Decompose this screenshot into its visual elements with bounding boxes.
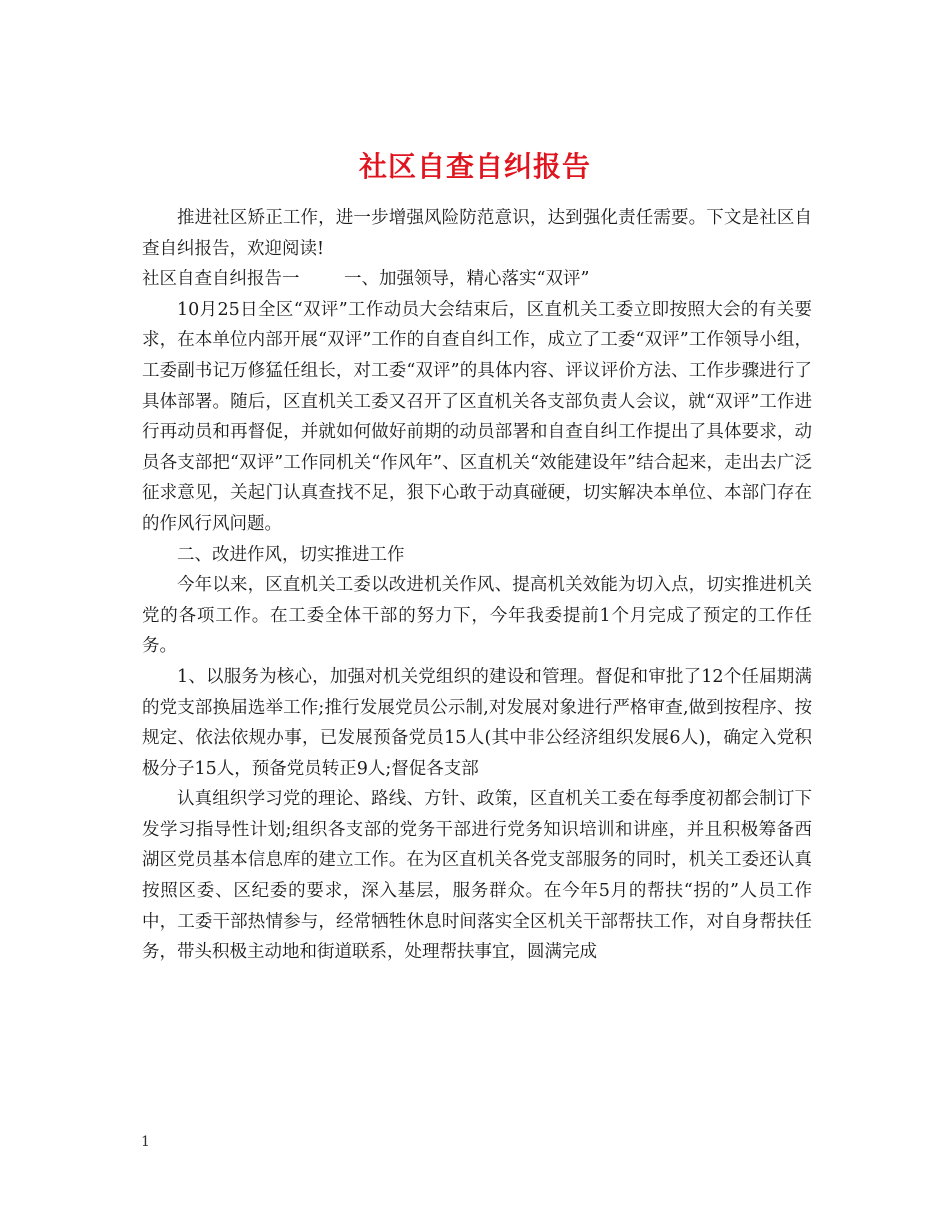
paragraph-3: 1、以服务为核心，加强对机关党组织的建设和管理。督促和审批了12个任届期满的党支部换届选举工作;推行发展党员公示制,对发展对象进行严格审查,做到按程序、按规定、依法依规办事，已发展预备党员15人(其中非公经济组织发展6人)，确定入党积极分子15人，预备党员转正9人;督促各支部 [142,666,812,779]
document-body [142,203,812,968]
document-title: 社区自查自纠报告 [358,149,591,183]
report-heading: 社区自查自纠报告一 [142,269,300,290]
intro-paragraph: 推进社区矫正工作，进一步增强风险防范意识，达到强化责任需要。下文是社区自查自纠报告，欢迎阅读! [142,208,812,259]
section-2-title: 二、改进作风，切实推进工作 [177,544,405,565]
section-1-title: 一、加强领导，精心落实“双评” [344,269,590,290]
paragraph-4: 认真组织学习党的理论、路线、方针、政策，区直机关工委在每季度初都会制订下发学习指导性计划;组织各支部的党务干部进行党务知识培训和讲座，并且积极筹备西湖区党员基本信息库的建立工作。在为区直机关各党支部服务的同时，机关工委还认真按照区委、区纪委的要求，深入基层，服务群众。在今年5月的帮扶“拐的”人员工作中，工委干部热情参与，经常牺牲休息时间落实全区机关干部帮扶工作，对自身帮扶任务，带头积极主动地和街道联系，处理帮扶事宜，圆满完成 [142,789,812,963]
page-number: 1 [141,1134,150,1150]
paragraph-1: 10月25日全区“双评”工作动员大会结束后，区直机关工委立即按照大会的有关要求，在本单位内部开展“双评”工作的自查自纠工作，成立了工委“双评”工作领导小组，工委副书记万修猛任组长，对工委“双评”的具体内容、评议评价方法、工作步骤进行了具体部署。随后，区直机关工委又召开了区直机关各支部负责人会议，就“双评”工作进行再动员和再督促，并就如何做好前期的动员部署和自查自纠工作提出了具体要求，动员各支部把“双评”工作同机关“作风年”、区直机关“效能建设年”结合起来，走出去广泛征求意见，关起门认真查找不足，狠下心敢于动真碰硬，切实解决本单位、本部门存在的作风行风问题。 [142,299,812,534]
paragraph-2: 今年以来，区直机关工委以改进机关作风、提高机关效能为切入点，切实推进机关党的各项工作。在工委全体干部的努力下，今年我委提前1个月完成了预定的工作任务。 [142,575,812,657]
report-heading-line [142,264,812,295]
